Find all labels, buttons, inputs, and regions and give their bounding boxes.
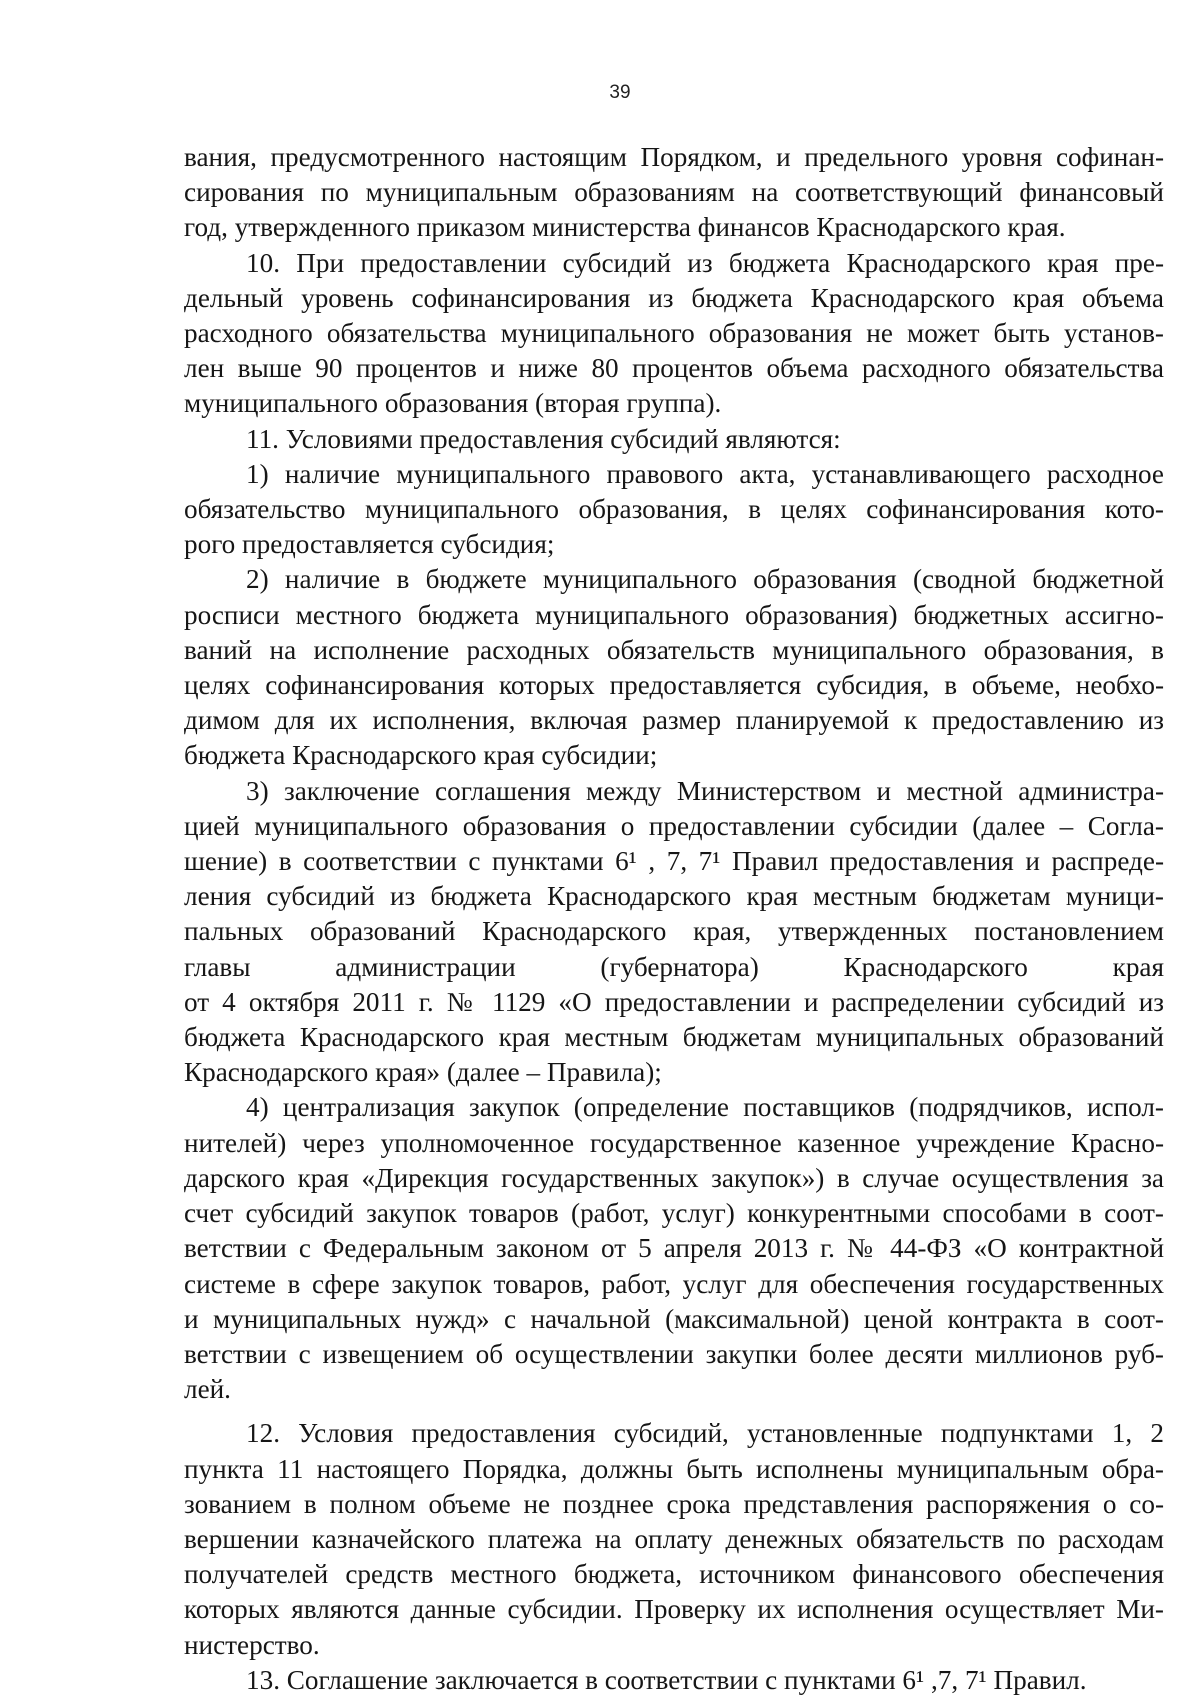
text-line: 13. Соглашение заключается в соответствии с пунктами 6¹ ,7, 7¹ Правил. xyxy=(246,1664,1087,1695)
text-line: бюджета Краснодарского края субсидии; xyxy=(184,740,658,771)
text-line: вания, предусмотренного настоящим Порядком, и предельного уровня софинан- xyxy=(184,142,1164,172)
text-line: нителей) через уполномоченное государственное казенное учреждение Красно- xyxy=(184,1127,1164,1158)
text-line: сирования по муниципальным образованиям на соответствующий финансовый xyxy=(184,177,1164,208)
text-line: и муниципальных нужд» с начальной (максимальной) ценой контракта в соот- xyxy=(184,1303,1164,1334)
text-line: дельный уровень софинансирования из бюджета Краснодарского края объема xyxy=(184,282,1164,313)
text-line: от 4 октября 2011 г. № 1129 «О предоставлении и распределении субсидий из xyxy=(184,986,1164,1017)
text-line: 11. Условиями предоставления субсидий являются: xyxy=(246,423,841,454)
text-line: нистерство. xyxy=(184,1629,320,1660)
text-line: год, утвержденного приказом министерства финансов Краснодарского края. xyxy=(184,212,1066,243)
text-line: пункта 11 настоящего Порядка, должны быть исполнены муниципальным обра- xyxy=(184,1453,1164,1484)
text-line: 2) наличие в бюджете муниципального образования (сводной бюджетной xyxy=(246,564,1164,595)
text-line: счет субсидий закупок товаров (работ, услуг) конкурентными способами в соот- xyxy=(184,1198,1164,1229)
page-number: 39 xyxy=(609,82,631,103)
text-line: 10. При предоставлении субсидий из бюджета Краснодарского края пре- xyxy=(246,247,1164,278)
text-line: целях софинансирования которых предоставляется субсидия, в объеме, необхо- xyxy=(184,670,1164,701)
text-line: расходного обязательства муниципального образования не может быть установ- xyxy=(184,318,1164,349)
text-line: главы администрации (губернатора) Краснодарского края xyxy=(184,951,1164,982)
text-line: вершении казначейского платежа на оплату денежных обязательств по расходам xyxy=(184,1523,1164,1554)
text-line: получателей средств местного бюджета, источником финансового обеспечения xyxy=(184,1559,1164,1590)
text-line: ветствии с извещением об осуществлении закупки более десяти миллионов руб- xyxy=(184,1338,1164,1369)
text-line: которых являются данные субсидии. Проверку их исполнения осуществляет Ми- xyxy=(184,1594,1164,1625)
text-line: пальных образований Краснодарского края, утвержденных постановлением xyxy=(184,916,1164,947)
text-line: 4) централизация закупок (определение поставщиков (подрядчиков, испол- xyxy=(246,1092,1164,1123)
text-line: димом для их исполнения, включая размер планируемой к предоставлению из xyxy=(184,705,1164,736)
text-line: Краснодарского края» (далее – Правила); xyxy=(184,1057,662,1088)
text-line: цией муниципального образования о предоставлении субсидии (далее – Согла- xyxy=(184,810,1164,841)
text-line: 3) заключение соглашения между Министерством и местной администра- xyxy=(246,775,1164,806)
document-body xyxy=(184,140,1164,1698)
text-line: шение) в соответствии с пунктами 6¹ , 7, 7¹ Правил предоставления и распреде- xyxy=(184,846,1164,877)
text-line: рого предоставляется субсидия; xyxy=(184,529,555,560)
text-line: дарского края «Дирекция государственных закупок») в случае осуществления за xyxy=(184,1162,1164,1193)
text-line: лей. xyxy=(184,1374,231,1405)
text-line: бюджета Краснодарского края местным бюджетам муниципальных образований xyxy=(184,1022,1164,1053)
text-line: системе в сфере закупок товаров, работ, услуг для обеспечения государственных xyxy=(184,1268,1164,1299)
text-line: ветствии с Федеральным законом от 5 апреля 2013 г. № 44-ФЗ «О контрактной xyxy=(184,1233,1164,1264)
text-line: 1) наличие муниципального правового акта, устанавливающего расходное xyxy=(246,458,1164,489)
text-line: муниципального образования (вторая группа). xyxy=(184,388,722,419)
text-line: лен выше 90 процентов и ниже 80 процентов объема расходного обязательства xyxy=(184,353,1164,384)
text-line: 12. Условия предоставления субсидий, установленные подпунктами 1, 2 xyxy=(246,1418,1164,1449)
text-line: обязательство муниципального образования, в целях софинансирования кото- xyxy=(184,494,1164,525)
text-line: зованием в полном объеме не позднее срока представления распоряжения о со- xyxy=(184,1488,1164,1519)
text-line: росписи местного бюджета муниципального образования) бюджетных ассигно- xyxy=(184,599,1164,630)
paragraph-gap xyxy=(184,1407,1164,1416)
text-line: ления субсидий из бюджета Краснодарского края местным бюджетам муници- xyxy=(184,881,1164,912)
text-line: ваний на исполнение расходных обязательств муниципального образования, в xyxy=(184,634,1164,665)
